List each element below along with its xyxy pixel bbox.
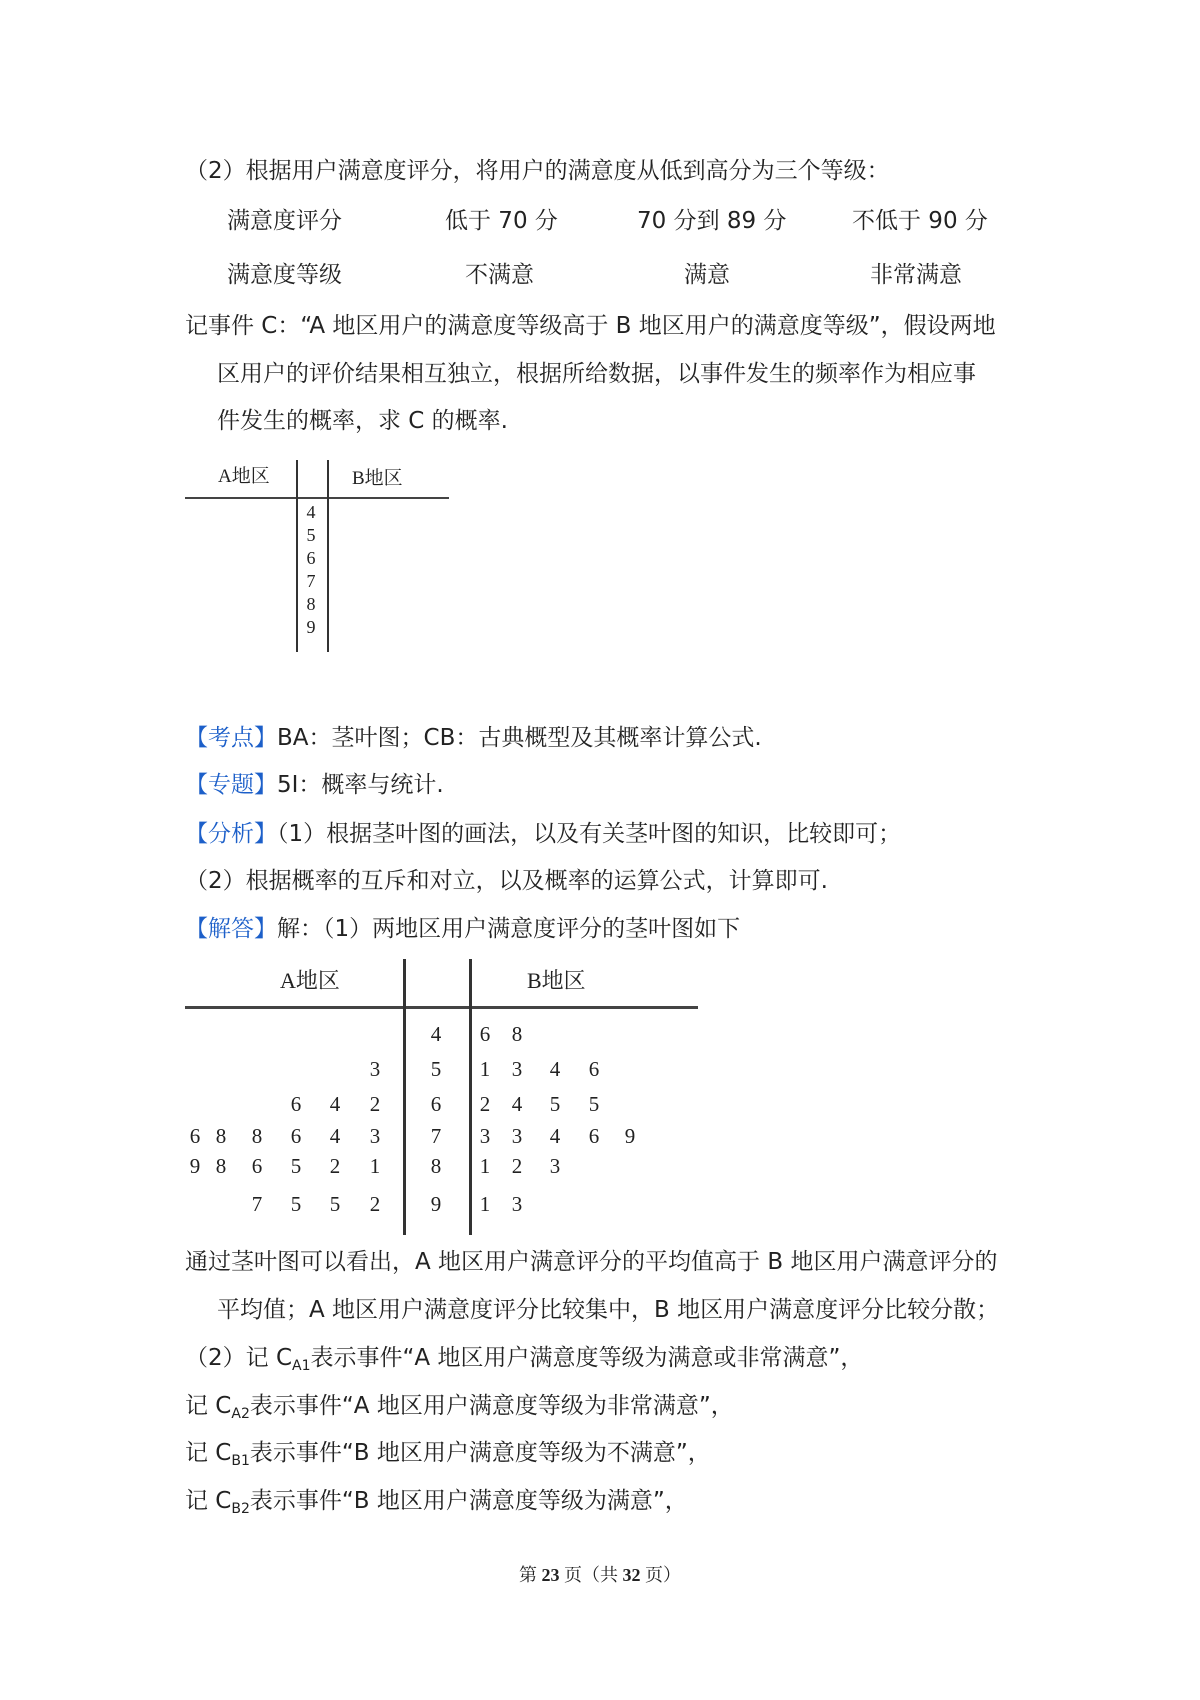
stem: 5	[430, 1057, 442, 1081]
stem: 9	[430, 1192, 442, 1216]
stem: 4	[306, 502, 316, 522]
grade-cell: 低于 70 分	[445, 208, 558, 234]
leaf-b: 6	[588, 1057, 600, 1081]
event-subscript: B1	[231, 1453, 250, 1469]
event-line: 记事件 C：“A 地区用户的满意度等级高于 B 地区用户的满意度等级”，假设两地	[185, 313, 996, 339]
stem: 4	[430, 1022, 442, 1046]
stem: 7	[306, 571, 316, 591]
event-def	[185, 1486, 688, 1524]
leaf-a: 6	[290, 1124, 302, 1148]
stem: 5	[306, 525, 316, 545]
fenxi-line-2: （2）根据概率的互斥和对立，以及概率的运算公式，计算即可.	[185, 868, 828, 894]
plot-divider	[185, 1006, 698, 1009]
jieda-text: 解：（1）两地区用户满意度评分的茎叶图如下	[277, 916, 741, 942]
plot-divider	[403, 959, 406, 1235]
event-text: 表示事件“A 地区用户满意度等级为非常满意”，	[249, 1393, 734, 1419]
event-text: 表示事件“B 地区用户满意度等级为不满意”，	[249, 1440, 711, 1466]
event-def	[185, 1343, 863, 1381]
leaf-a: 8	[215, 1124, 227, 1148]
page-number: 23	[541, 1565, 560, 1585]
grade-cell: 满意度等级	[227, 262, 342, 288]
question-intro: （2）根据用户满意度评分，将用户的满意度从低到高分为三个等级：	[185, 158, 890, 184]
leaf-b: 9	[624, 1124, 636, 1148]
leaf-b: 6	[588, 1124, 600, 1148]
event-prefix: 记 C	[185, 1440, 232, 1466]
event-def	[185, 1438, 711, 1476]
leaf-b: 4	[549, 1057, 561, 1081]
leaf-a: 1	[369, 1154, 381, 1178]
jieda-line	[185, 914, 740, 944]
leaf-b: 3	[511, 1124, 523, 1148]
leaf-a: 3	[369, 1124, 381, 1148]
leaf-b: 1	[479, 1192, 491, 1216]
leaf-a: 3	[369, 1057, 381, 1081]
stem: 8	[306, 594, 316, 614]
leaf-b: 4	[511, 1092, 523, 1116]
grade-cell: 不满意	[465, 262, 534, 288]
leaf-a: 2	[369, 1092, 381, 1116]
event-text: 表示事件“A 地区用户满意度等级为满意或非常满意”，	[310, 1345, 864, 1371]
leaf-b: 6	[479, 1022, 491, 1046]
leaf-a: 5	[329, 1192, 341, 1216]
grade-cell: 满意	[684, 262, 730, 288]
jieda-tag: 【解答】	[185, 916, 277, 942]
fenxi-tag: 【分析】	[185, 821, 277, 847]
leaf-a: 2	[369, 1192, 381, 1216]
leaf-b: 5	[588, 1092, 600, 1116]
page-footer	[0, 1560, 1200, 1590]
grade-cell: 满意度评分	[227, 208, 342, 234]
kaodian-text: BA：茎叶图；CB：古典概型及其概率计算公式.	[277, 725, 762, 751]
plot-header-a: A地区	[280, 968, 340, 993]
grade-cell: 70 分到 89 分	[637, 208, 787, 234]
zhuanti-text: 5I：概率与统计.	[277, 772, 444, 798]
leaf-b: 2	[479, 1092, 491, 1116]
stem: 8	[430, 1154, 442, 1178]
leaf-b: 2	[511, 1154, 523, 1178]
plot-divider	[185, 497, 449, 499]
leaf-b: 3	[511, 1057, 523, 1081]
leaf-b: 8	[511, 1022, 523, 1046]
plot-divider	[296, 460, 298, 652]
footer-text: 页）	[640, 1565, 681, 1585]
plot-header-b: B地区	[527, 968, 586, 993]
event-subscript: A1	[292, 1358, 311, 1374]
plot-header-b: B地区	[352, 468, 403, 489]
leaf-b: 5	[549, 1092, 561, 1116]
leaf-b: 1	[479, 1057, 491, 1081]
event-subscript: A2	[231, 1406, 250, 1422]
leaf-a: 9	[189, 1154, 201, 1178]
grade-cell: 不低于 90 分	[852, 208, 988, 234]
event-line: 件发生的概率，求 C 的概率.	[217, 408, 508, 434]
leaf-b: 4	[549, 1124, 561, 1148]
conclusion-line: 平均值；A 地区用户满意度评分比较集中，B 地区用户满意度评分比较分散；	[217, 1297, 1000, 1323]
event-subscript: B2	[231, 1501, 250, 1517]
event-def	[185, 1391, 734, 1429]
plot-divider	[469, 959, 472, 1235]
event-prefix: 记 C	[185, 1488, 232, 1514]
zhuanti-tag: 【专题】	[185, 772, 277, 798]
plot-header-a: A地区	[218, 466, 270, 487]
leaf-a: 7	[251, 1192, 263, 1216]
leaf-a: 6	[189, 1124, 201, 1148]
leaf-a: 8	[251, 1124, 263, 1148]
event-prefix: （2）记 C	[185, 1345, 293, 1371]
leaf-a: 4	[329, 1124, 341, 1148]
leaf-b: 3	[549, 1154, 561, 1178]
leaf-b: 1	[479, 1154, 491, 1178]
kaodian-line	[185, 723, 762, 753]
leaf-a: 5	[290, 1192, 302, 1216]
kaodian-tag: 【考点】	[185, 725, 277, 751]
fenxi-text: （1）根据茎叶图的画法，以及有关茎叶图的知识，比较即可；	[277, 821, 902, 847]
footer-text: 第	[519, 1565, 542, 1585]
leaf-a: 8	[215, 1154, 227, 1178]
stem: 6	[430, 1092, 442, 1116]
footer-text: 页（共	[559, 1565, 623, 1585]
stem: 7	[430, 1124, 442, 1148]
stem: 9	[306, 617, 316, 637]
event-text: 表示事件“B 地区用户满意度等级为满意”，	[249, 1488, 688, 1514]
grade-cell: 非常满意	[870, 262, 962, 288]
event-prefix: 记 C	[185, 1393, 232, 1419]
leaf-a: 6	[251, 1154, 263, 1178]
event-line: 区用户的评价结果相互独立，根据所给数据，以事件发生的频率作为相应事	[217, 361, 976, 387]
stem: 6	[306, 548, 316, 568]
leaf-b: 3	[479, 1124, 491, 1148]
zhuanti-line	[185, 770, 444, 800]
leaf-a: 4	[329, 1092, 341, 1116]
plot-divider	[327, 460, 329, 652]
page-total: 32	[622, 1565, 641, 1585]
leaf-a: 2	[329, 1154, 341, 1178]
fenxi-line	[185, 819, 901, 849]
leaf-a: 6	[290, 1092, 302, 1116]
conclusion-line: 通过茎叶图可以看出，A 地区用户满意评分的平均值高于 B 地区用户满意评分的	[185, 1249, 998, 1275]
leaf-b: 3	[511, 1192, 523, 1216]
leaf-a: 5	[290, 1154, 302, 1178]
